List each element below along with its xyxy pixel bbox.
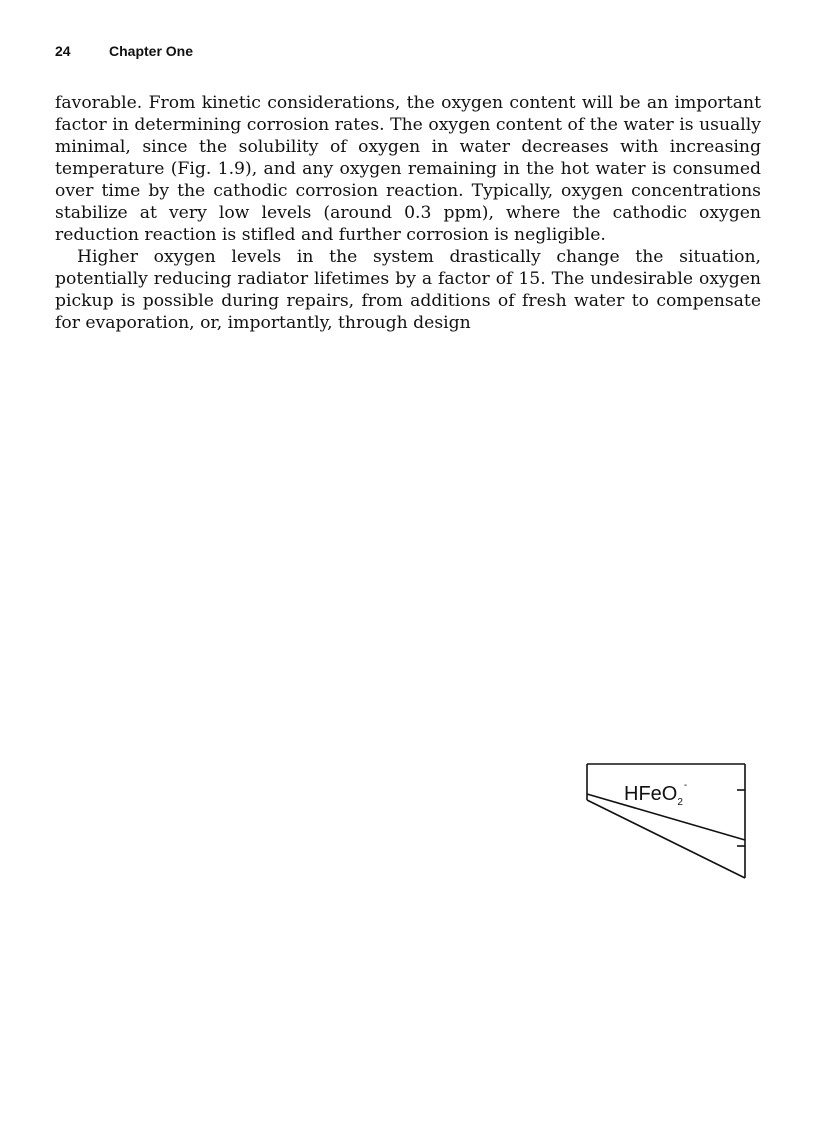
boundary-line-lower: [587, 800, 745, 878]
species-label-hfeo2: HFeO$_2$-: [624, 780, 688, 808]
chapter-title: Chapter One: [109, 43, 194, 59]
pourbaix-diagram-fragment: [585, 762, 747, 880]
body-text: [55, 92, 761, 334]
page-number: 24: [55, 43, 71, 59]
running-head: [55, 43, 193, 59]
paragraph-2: Higher oxygen levels in the system drastically change the situation, potentially reducing radiator lifetimes by a factor of 15. The undesirable oxygen pickup is possible during repairs, from additions of fresh water to compensate for evaporation, or, importantly, through design: [55, 247, 761, 333]
paragraph-1: favorable. From kinetic considerations, the oxygen content will be an important factor in determining corrosion rates. The oxygen content of the water is usually minimal, since the solubility of oxygen in water decreases with increasing temperature (Fig. 1.9), and any oxygen remaining in the hot water is consumed over time by the cathodic corrosion reaction. Typically, oxygen concentrations stabilize at very low levels (around 0.3 ppm), where the cathodic oxygen reduction reaction is stifled and further corrosion is negligible.: [55, 93, 761, 245]
